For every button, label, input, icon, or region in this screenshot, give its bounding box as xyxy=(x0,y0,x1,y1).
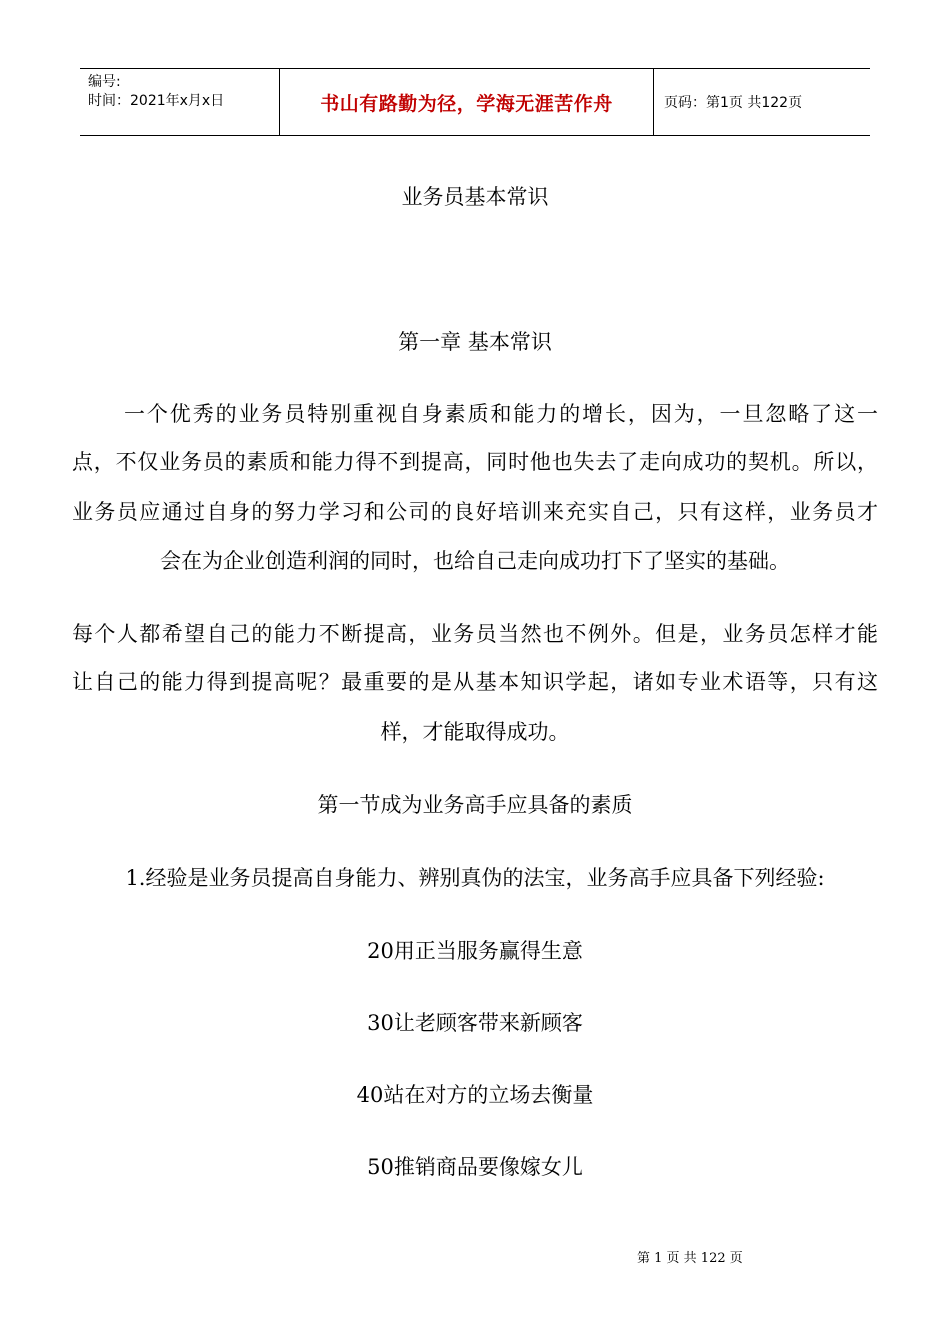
header-info-cell xyxy=(80,69,280,135)
para1-line1: 一个优秀的业务员特别重视自身素质和能力的增长，因为，一旦忽略了这一 xyxy=(124,402,878,426)
time-label: 时间：2021年x月x日 xyxy=(88,93,225,109)
page-header xyxy=(80,68,870,136)
header-motto-cell xyxy=(280,69,654,135)
page-footer: 第 1 页 共 122 页 xyxy=(637,1251,743,1266)
section-heading: 第一节成为业务高手应具备的素质 xyxy=(317,793,633,817)
chapter-heading: 第一章 基本常识 xyxy=(398,330,552,354)
motto-text: 书山有路勤为径，学海无涯苦作舟 xyxy=(320,92,613,115)
header-page-cell xyxy=(654,69,870,135)
para2-line2: 让自己的能力得到提高呢？最重要的是从基本知识学起，诸如专业术语等，只有这 xyxy=(72,670,878,694)
para1-line2: 点，不仅业务员的素质和能力得不到提高，同时他也失去了走向成功的契机。所以， xyxy=(72,450,878,474)
list-item: 20用正当服务赢得生意 xyxy=(367,939,583,963)
page-code: 页码：第1页 共122页 xyxy=(664,95,803,111)
list-item: 40站在对方的立场去衡量 xyxy=(356,1083,594,1107)
para2-line3: 样，才能取得成功。 xyxy=(380,720,570,744)
para2-line1: 每个人都希望自己的能力不断提高，业务员当然也不例外。但是，业务员怎样才能 xyxy=(72,622,878,646)
para1-line4: 会在为企业创造利润的同时，也给自己走向成功打下了坚实的基础。 xyxy=(160,549,790,573)
document-title: 业务员基本常识 xyxy=(401,185,549,209)
number-label: 编号: xyxy=(88,74,121,90)
list-item: 30让老顾客带来新顾客 xyxy=(367,1011,583,1035)
para1-line3: 业务员应通过自身的努力学习和公司的良好培训来充实自己，只有这样，业务员才 xyxy=(72,500,878,524)
list-item: 50推销商品要像嫁女儿 xyxy=(367,1155,583,1179)
item1-text: 1.经验是业务员提高自身能力、辨别真伪的法宝，业务高手应具备下列经验: xyxy=(125,866,825,890)
